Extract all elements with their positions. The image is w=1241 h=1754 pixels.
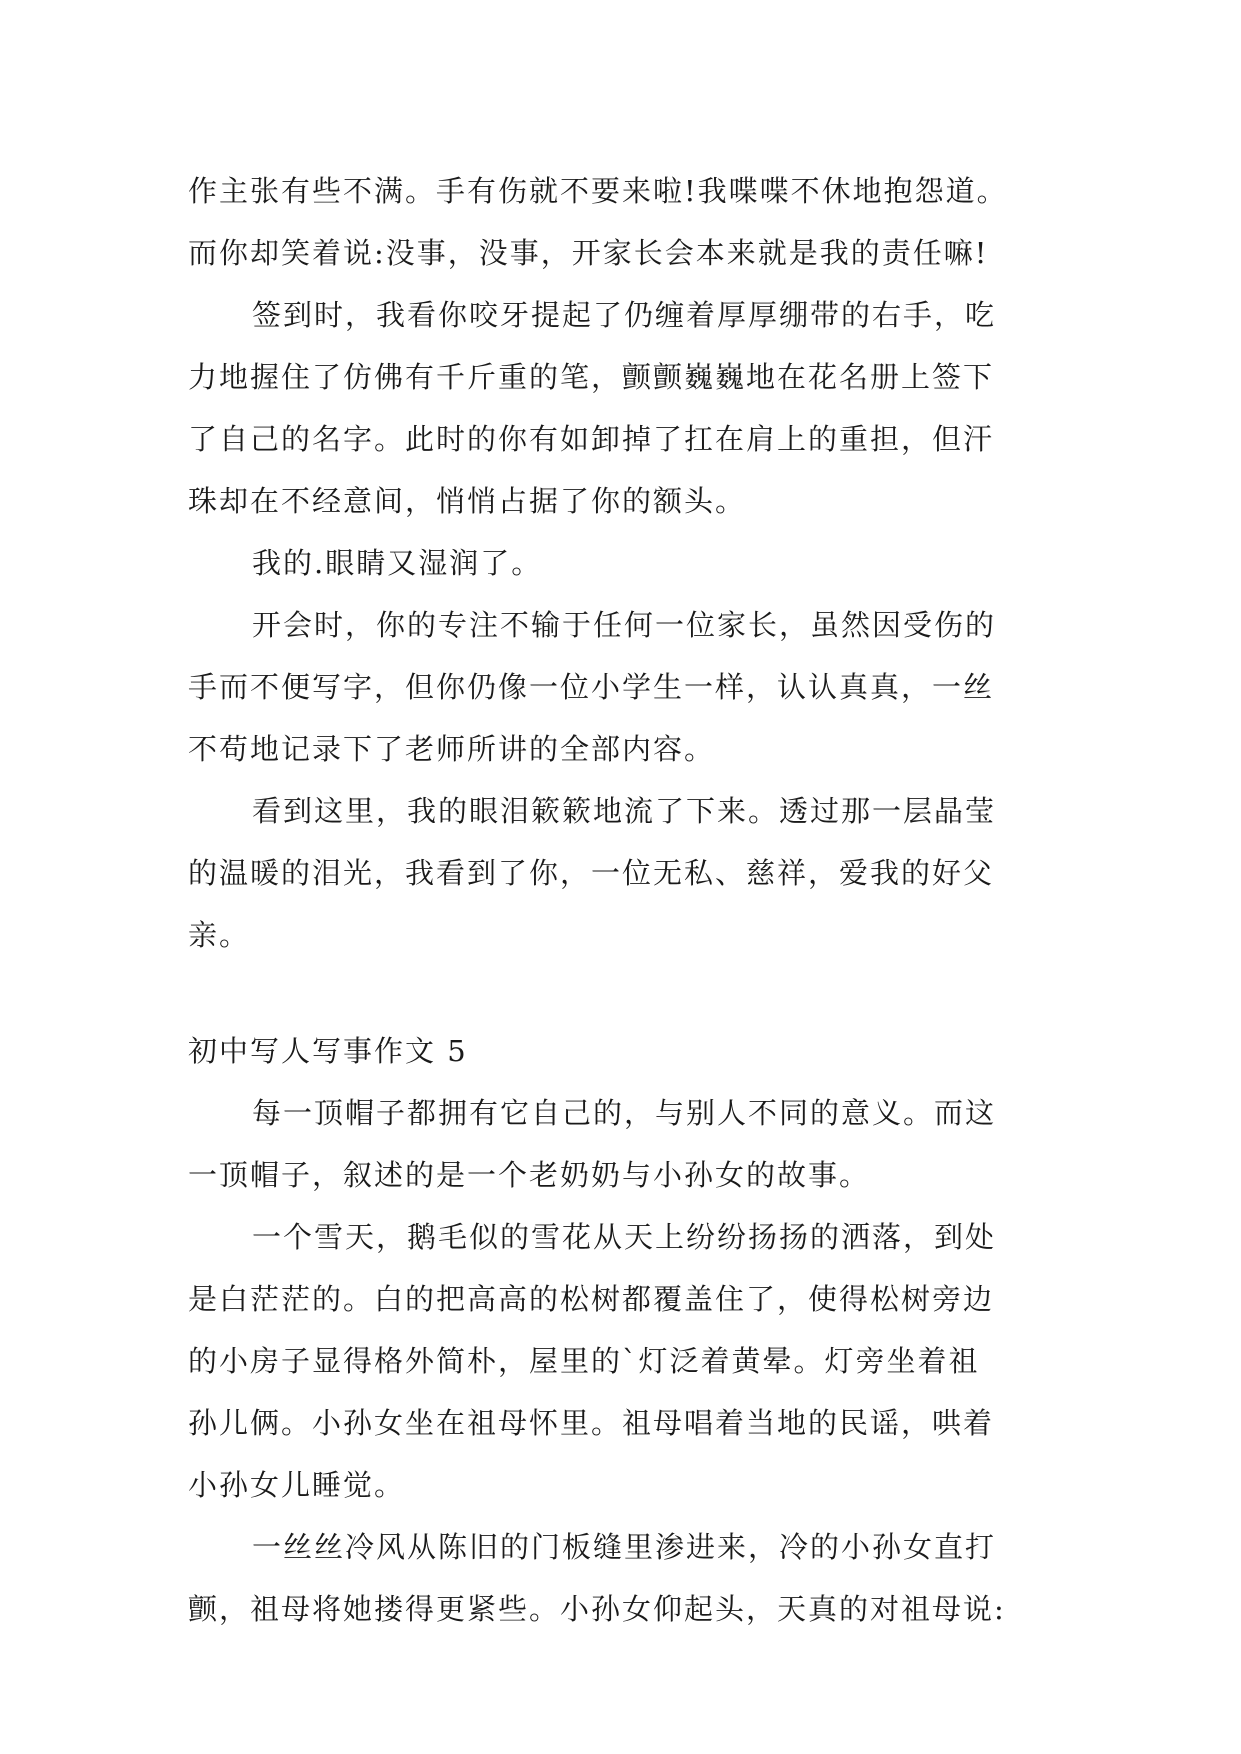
section-spacer bbox=[188, 966, 1068, 1020]
text-line: 开会时，你的专注不输于任何一位家长，虽然因受伤的 bbox=[252, 608, 997, 642]
text-line: 的温暖的泪光，我看到了你，一位无私、慈祥，爱我的好父 bbox=[188, 856, 995, 890]
text-column bbox=[188, 160, 1068, 1640]
paragraph bbox=[188, 780, 1068, 966]
text-line: 作主张有些不满。手有伤就不要来啦!我喋喋不休地抱怨道。 bbox=[188, 174, 1008, 208]
paragraph bbox=[188, 594, 1068, 780]
text-line: 签到时，我看你咬牙提起了仍缠着厚厚绷带的右手，吃 bbox=[252, 298, 997, 332]
paragraph bbox=[188, 1206, 1068, 1516]
text-line: 一个雪天，鹅毛似的雪花从天上纷纷扬扬的洒落，到处 bbox=[252, 1220, 997, 1254]
text-line: 不苟地记录下了老师所讲的全部内容。 bbox=[188, 732, 716, 766]
paragraph bbox=[188, 532, 1068, 594]
text-line: 力地握住了仿佛有千斤重的笔，颤颤巍巍地在花名册上签下 bbox=[188, 360, 995, 394]
text-line: 孙儿俩。小孙女坐在祖母怀里。祖母唱着当地的民谣，哄着 bbox=[188, 1406, 995, 1440]
text-line: 一丝丝冷风从陈旧的门板缝里渗进来，冷的小孙女直打 bbox=[252, 1530, 997, 1564]
text-line: 是白茫茫的。白的把高高的松树都覆盖住了，使得松树旁边 bbox=[188, 1282, 995, 1316]
text-line: 了自己的名字。此时的你有如卸掉了扛在肩上的重担，但汗 bbox=[188, 422, 995, 456]
paragraph bbox=[188, 1516, 1068, 1640]
text-line: 每一顶帽子都拥有它自己的，与别人不同的意义。而这 bbox=[252, 1096, 997, 1130]
text-line: 珠却在不经意间，悄悄占据了你的额头。 bbox=[188, 484, 747, 518]
text-line: 手而不便写字，但你仍像一位小学生一样，认认真真，一丝 bbox=[188, 670, 995, 704]
text-line: 看到这里，我的眼泪簌簌地流了下来。透过那一层晶莹 bbox=[252, 794, 997, 828]
paragraph bbox=[188, 160, 1068, 284]
text-line: 而你却笑着说:没事，没事，开家长会本来就是我的责任嘛! bbox=[188, 236, 989, 270]
paragraph bbox=[188, 1082, 1068, 1206]
text-line: 颤，祖母将她搂得更紧些。小孙女仰起头，天真的对祖母说: bbox=[188, 1592, 1006, 1626]
section-heading: 初中写人写事作文 5 bbox=[188, 1034, 468, 1068]
text-line: 的小房子显得格外简朴，屋里的`灯泛着黄晕。灯旁坐着祖 bbox=[188, 1344, 980, 1378]
text-line: 亲。 bbox=[188, 918, 251, 952]
text-line: 小孙女儿睡觉。 bbox=[188, 1468, 406, 1502]
text-line: 一顶帽子，叙述的是一个老奶奶与小孙女的故事。 bbox=[188, 1158, 871, 1192]
paragraph bbox=[188, 284, 1068, 532]
text-line: 我的.眼睛又湿润了。 bbox=[252, 546, 543, 580]
